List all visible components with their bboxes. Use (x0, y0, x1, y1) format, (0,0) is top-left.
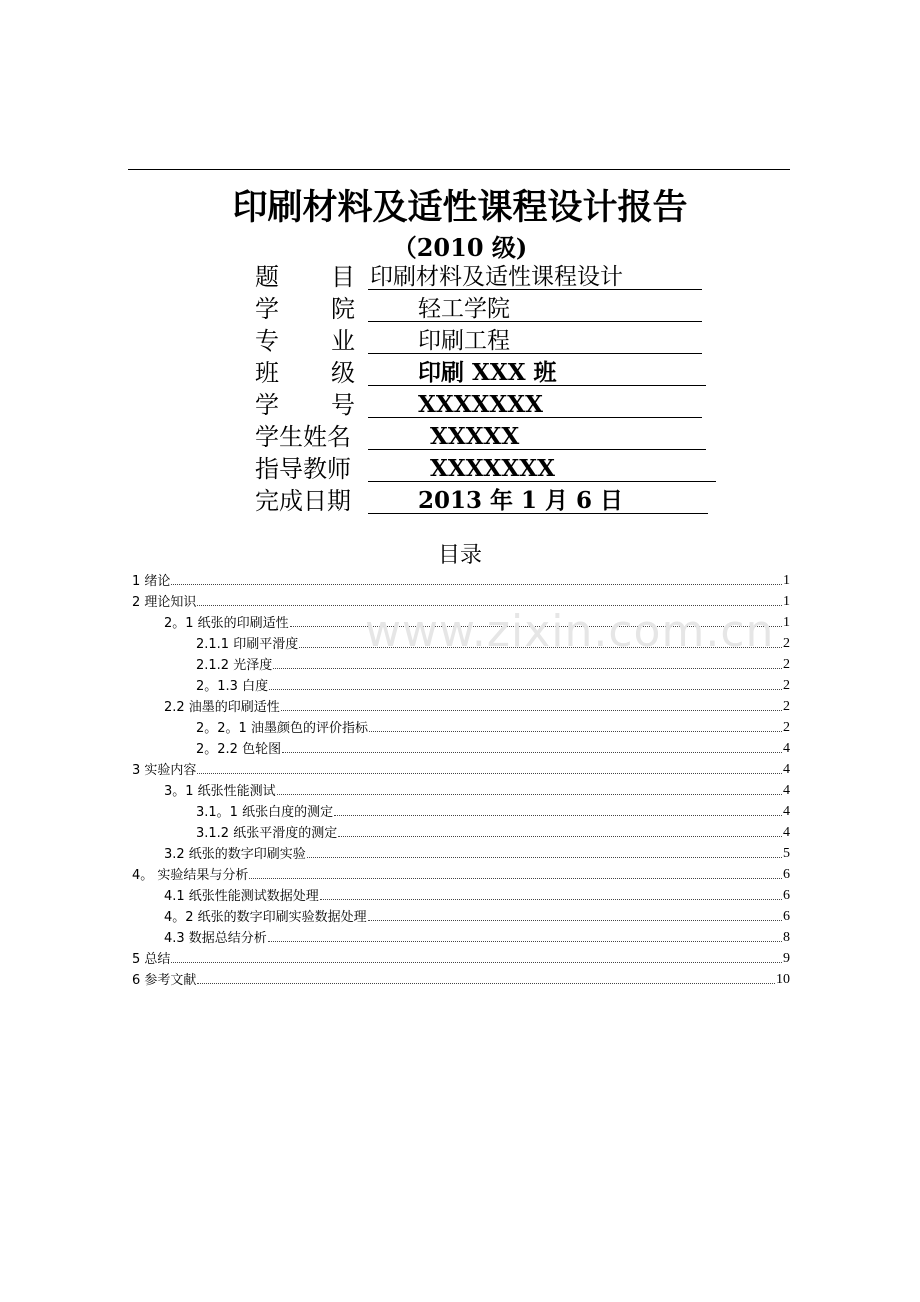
toc-entry[interactable] (132, 631, 790, 652)
toc-entry-page: 2 (783, 657, 790, 672)
toc-entry-page: 6 (783, 867, 790, 882)
toc-entry-page: 2 (783, 636, 790, 651)
toc-entry-label: 2。1.3 白度 (196, 679, 269, 694)
info-value: 印刷 XXX 班 (368, 358, 706, 386)
toc-entry[interactable] (132, 820, 790, 841)
toc-entry[interactable] (132, 883, 790, 904)
toc-leader-dots (249, 878, 782, 879)
toc-entry-page: 4 (783, 804, 790, 819)
toc-entry-label: 4。 实验结果与分析 (132, 868, 249, 883)
toc-entry[interactable] (132, 736, 790, 757)
toc-entry[interactable] (132, 799, 790, 820)
info-value: XXXXXXX (368, 390, 702, 418)
toc-leader-dots (334, 815, 782, 816)
toc-leader-dots (277, 794, 782, 795)
toc-heading: 目录 (437, 543, 482, 568)
toc-entry-label: 2.1.1 印刷平滑度 (196, 637, 299, 652)
toc-entry-label: 5 总结 (132, 952, 171, 967)
toc-entry-page: 6 (783, 909, 790, 924)
toc-leader-dots (197, 983, 775, 984)
toc-entry-page: 2 (783, 720, 790, 735)
toc-entry-label: 2。2。1 油墨颜色的评价指标 (196, 721, 368, 736)
toc-entry-page: 2 (783, 699, 790, 714)
toc-leader-dots (281, 710, 782, 711)
toc-leader-dots (307, 857, 782, 858)
toc-entry[interactable] (132, 694, 790, 715)
toc-entry[interactable] (132, 673, 790, 694)
toc-entry[interactable] (132, 610, 790, 631)
toc-leader-dots (269, 689, 782, 690)
toc-entry-page: 1 (783, 573, 790, 588)
toc-entry-label: 2.2 油墨的印刷适性 (164, 700, 280, 715)
toc-entry-page: 4 (783, 783, 790, 798)
info-value: 印刷材料及适性课程设计 (368, 262, 702, 290)
info-label: 学生姓名 (255, 423, 351, 451)
info-value: 印刷工程 (368, 326, 702, 354)
toc-entry[interactable] (132, 925, 790, 946)
toc-entry-label: 2。2.2 色轮图 (196, 742, 282, 757)
info-label: 题 目 (255, 263, 355, 291)
toc-leader-dots (338, 836, 782, 837)
toc-leader-dots (268, 941, 782, 942)
report-title: 印刷材料及适性课程设计报告 (232, 188, 688, 228)
table-of-contents (132, 568, 790, 988)
toc-entry-label: 3.1。1 纸张白度的测定 (196, 805, 334, 820)
info-label: 学 院 (255, 295, 355, 323)
toc-leader-dots (171, 962, 782, 963)
toc-leader-dots (273, 668, 782, 669)
toc-entry-page: 4 (783, 825, 790, 840)
toc-leader-dots (320, 899, 782, 900)
toc-entry[interactable] (132, 862, 790, 883)
toc-entry-label: 4.3 数据总结分析 (164, 931, 267, 946)
toc-entry[interactable] (132, 568, 790, 589)
toc-entry-page: 8 (783, 930, 790, 945)
toc-entry-label: 2 理论知识 (132, 595, 197, 610)
toc-entry-page: 9 (783, 951, 790, 966)
info-label: 学 号 (255, 391, 355, 419)
toc-entry[interactable] (132, 946, 790, 967)
toc-entry-page: 5 (783, 846, 790, 861)
toc-entry-page: 2 (783, 678, 790, 693)
toc-leader-dots (368, 920, 782, 921)
info-value: 轻工学院 (368, 294, 702, 322)
toc-entry-label: 3 实验内容 (132, 763, 197, 778)
toc-entry[interactable] (132, 967, 790, 988)
watermark: www.zixin.com.cn (365, 606, 775, 657)
info-value: 2013 年 1 月 6 日 (368, 486, 708, 514)
toc-leader-dots (171, 584, 782, 585)
toc-entry-label: 3.2 纸张的数字印刷实验 (164, 847, 306, 862)
toc-entry-page: 10 (776, 972, 790, 987)
toc-entry[interactable] (132, 757, 790, 778)
toc-entry[interactable] (132, 715, 790, 736)
toc-entry-label: 2.1.2 光泽度 (196, 658, 273, 673)
toc-entry[interactable] (132, 904, 790, 925)
toc-entry-label: 4.1 纸张性能测试数据处理 (164, 889, 319, 904)
toc-entry-page: 1 (783, 615, 790, 630)
toc-entry-label: 6 参考文献 (132, 973, 197, 988)
toc-entry-page: 4 (783, 762, 790, 777)
toc-leader-dots (197, 605, 782, 606)
toc-entry-page: 1 (783, 594, 790, 609)
toc-entry[interactable] (132, 589, 790, 610)
info-label: 班 级 (255, 359, 355, 387)
toc-leader-dots (369, 731, 782, 732)
toc-entry-label: 3.1.2 纸张平滑度的测定 (196, 826, 338, 841)
info-label: 专 业 (255, 327, 355, 355)
toc-entry[interactable] (132, 778, 790, 799)
toc-entry-label: 2。1 纸张的印刷适性 (164, 616, 289, 631)
info-value: XXXXXXX (368, 454, 716, 482)
info-value: XXXXX (368, 422, 706, 450)
toc-entry-page: 6 (783, 888, 790, 903)
toc-entry[interactable] (132, 841, 790, 862)
toc-entry-page: 4 (783, 741, 790, 756)
toc-entry[interactable] (132, 652, 790, 673)
toc-leader-dots (197, 773, 782, 774)
report-subtitle: （2010 级) (392, 233, 528, 262)
info-label: 完成日期 (255, 487, 351, 515)
toc-leader-dots (299, 647, 782, 648)
toc-leader-dots (290, 626, 782, 627)
toc-entry-label: 3。1 纸张性能测试 (164, 784, 276, 799)
info-label: 指导教师 (255, 455, 351, 483)
toc-leader-dots (282, 752, 782, 753)
toc-entry-label: 4。2 纸张的数字印刷实验数据处理 (164, 910, 367, 925)
header-rule (128, 169, 790, 170)
toc-entry-label: 1 绪论 (132, 574, 171, 589)
